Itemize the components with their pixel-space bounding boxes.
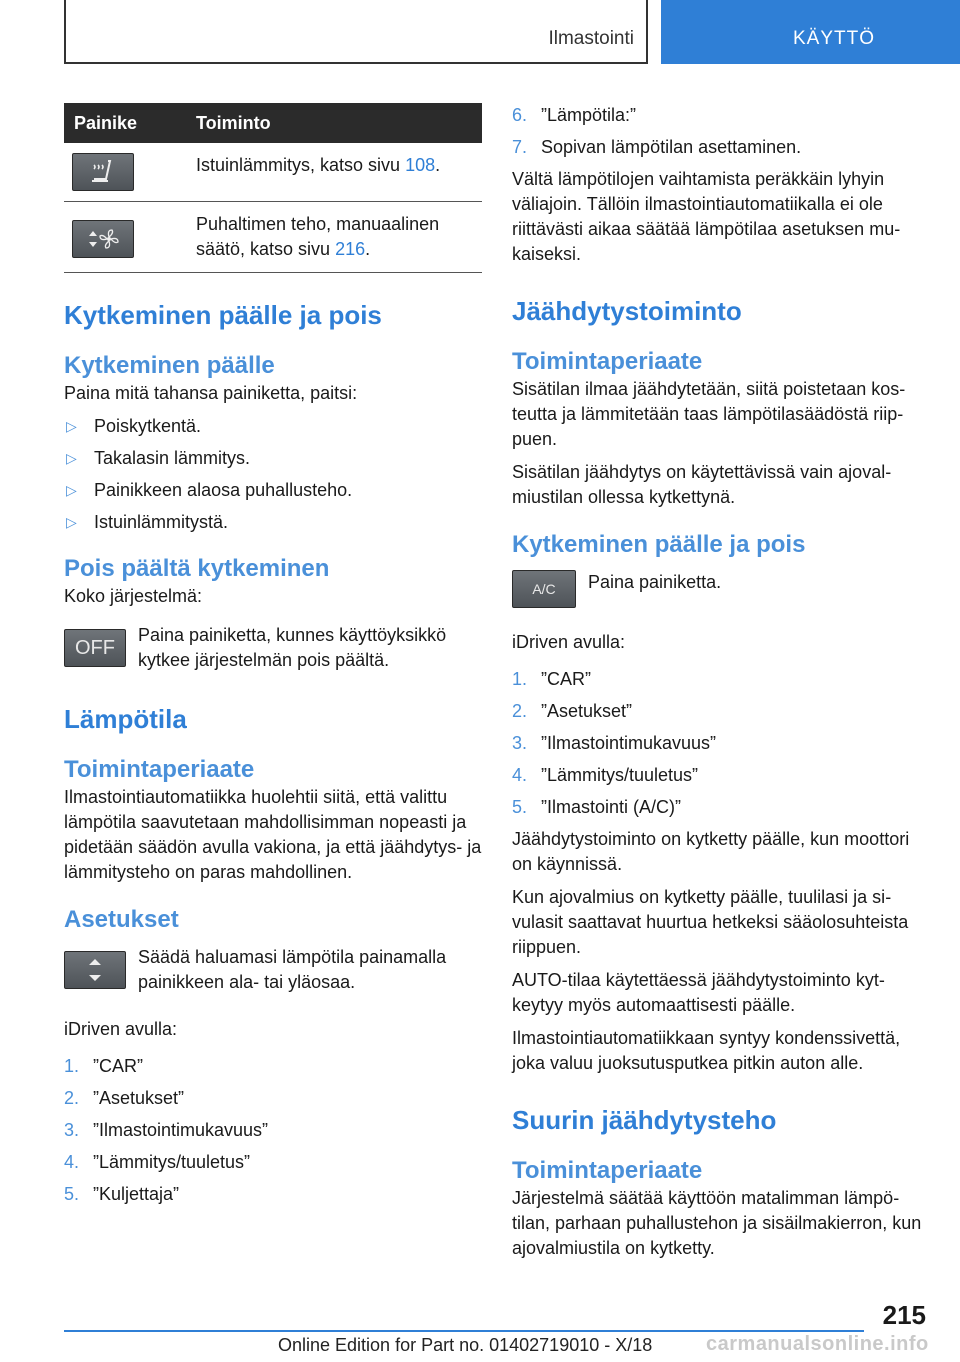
steps-list [512,667,928,820]
heading-temperature: Lämpötila [64,704,187,734]
ac-row [512,570,928,608]
header-tab-label: KÄYTTÖ [793,28,876,49]
steps-list [64,1054,482,1207]
list-item: 4. ”Lämmitys/tuuletus” [512,765,699,785]
avoid-text: Vältä lämpötilojen vaihtamista peräkkäin lyhyin väliajoin. Tällöin ilmastointiautomatiikalla ei ole riittävästi aikaa säätää lämpötilaa asetuksen mukaiseksi. [512,169,901,264]
cooling-text-6: Ilmastointiautomatiikkaan syntyy kondenssivettä, joka valuu juoksutusputkea pitkin auton alle. [512,1028,901,1073]
fan-icon [86,227,120,251]
list-item: ▷ Painikkeen alaosa puhallusteho. [64,478,482,503]
heading-cooling: Jäähdytystoiminto [512,296,742,326]
watermark: carmanualsonline.info [706,1333,929,1355]
up-down-arrows-icon [85,955,105,985]
steps-list-continued [512,103,928,160]
right-column [512,103,928,1261]
page-link[interactable]: 108 [405,155,436,175]
cooling-text-3: Jäähdytystoiminto on kytketty päälle, kun moottori on käynnissä. [512,829,910,874]
list-item: 3. ”Ilmastointimukavuus” [64,1120,269,1140]
off-description: Paina painiketta, kunnes käyttöyksikkö kytkee järjestelmän pois päältä. [138,625,447,670]
max-cooling-text: Järjestelmä säätää käyttöön matalimman lämpötilan, parhaan puhallustehon ja sisäilmakierron, kun ajovalmiustila on kytketty. [512,1188,922,1258]
list-item: 6. ”Lämpötila:” [512,105,637,125]
ac-button: A/C [512,570,576,608]
page-link[interactable]: 216 [335,239,366,259]
table-row: Istuinlämmitys, katso sivu 108. [64,143,482,202]
list-item: 2. ”Asetukset” [512,701,633,721]
off-button: OFF [64,629,126,667]
button-table [64,103,482,273]
heading-switch-off: Pois päältä kytkeminen [64,555,330,582]
list-item: ▷ Poiskytkentä. [64,414,482,439]
header-section-title: Ilmastointi [548,28,634,49]
list-item: ▷ Takalasin lämmitys. [64,446,482,471]
idrive-text: iDriven avulla: [64,1019,178,1039]
footer-divider [64,1330,864,1332]
heading-settings: Asetukset [64,906,179,933]
list-item: 4. ”Lämmitys/tuuletus” [64,1152,251,1172]
header-tab [661,0,960,64]
heading-on-off: Kytkeminen päälle ja pois [64,300,382,330]
heading-principle: Toimintaperiaate [512,348,703,375]
heading-on-off: Kytkeminen päälle ja pois [512,531,806,558]
triangle-bullet-icon: ▷ [66,450,77,466]
heading-max-cooling: Suurin jäähdytysteho [512,1105,777,1135]
table-row: Puhaltimen teho, manuaalinen säätö, katso sivu 216. [64,202,482,273]
cooling-text-2: Sisätilan jäähdytys on käytettävissä vain ajovalmiustilan ollessa kytkettynä. [512,462,892,507]
triangle-bullet-icon: ▷ [66,418,77,434]
heading-switch-on: Kytkeminen päälle [64,352,275,379]
list-item: 1. ”CAR” [512,669,591,689]
temp-rocker-button [64,951,126,989]
switch-off-text: Koko järjestelmä: [64,586,203,606]
row-text: Puhaltimen teho, manuaalinen säätö, katso sivu [196,214,440,259]
exception-list [64,414,482,535]
heading-principle: Toimintaperiaate [64,756,255,783]
list-item: 5. ”Ilmastointi (A/C)” [512,797,682,817]
triangle-bullet-icon: ▷ [66,514,77,530]
list-item: ▷ Istuinlämmitystä. [64,510,482,535]
list-item: 7. Sopivan lämpötilan asettaminen. [512,137,802,157]
cooling-text-1: Sisätilan ilmaa jäähdytetään, siitä poistetaan kosteutta ja lämmitetään taas lämpötilasäädöstä riippuen. [512,379,906,449]
cooling-text-5: AUTO-tilaa käytettäessä jäähdytystoiminto kytkeytyy myös automaattisesti päälle. [512,970,885,1015]
cooling-text-4: Kun ajovalmius on kytketty päälle, tuulilasi ja sivulasit saattavat huurtua hetkeksi sääolosuhteista riippuen. [512,887,909,957]
table-header-button: Painike [64,103,186,143]
settings-description: Säädä haluamasi lämpötila painamalla painikkeen ala- tai yläosaa. [138,947,447,992]
page-number: 215 [882,1300,926,1330]
triangle-bullet-icon: ▷ [66,482,77,498]
list-item: 1. ”CAR” [64,1056,143,1076]
left-column [64,103,482,1214]
list-item: 3. ”Ilmastointimukavuus” [512,733,717,753]
seat-heat-icon [88,159,118,185]
heading-principle-2: Toimintaperiaate [512,1157,703,1184]
list-item: 2. ”Asetukset” [64,1088,185,1108]
row-text: Istuinlämmitys, katso sivu [196,155,406,175]
switch-on-text: Paina mitä tahansa painiketta, paitsi: [64,383,358,403]
principle-text: Ilmastointiautomatiikka huolehtii siitä, että valittu lämpötila saavutetaan mahdollisimman nopeasti ja pidetään säädön avulla vakiona, ja että jäähdytys- ja lämmitysteho on paras mahdollinen. [64,787,482,882]
table-header-function: Toiminto [186,103,482,143]
fan-button [72,220,134,258]
off-row [64,623,482,673]
idrive-text: iDriven avulla: [512,632,626,652]
settings-row [64,945,482,995]
list-item: 5. ”Kuljettaja” [64,1184,180,1204]
edition-text: Online Edition for Part no. 01402719010 - X/18 [278,1335,653,1355]
seat-heat-button [72,153,134,191]
ac-description: Paina painiketta. [588,572,722,592]
